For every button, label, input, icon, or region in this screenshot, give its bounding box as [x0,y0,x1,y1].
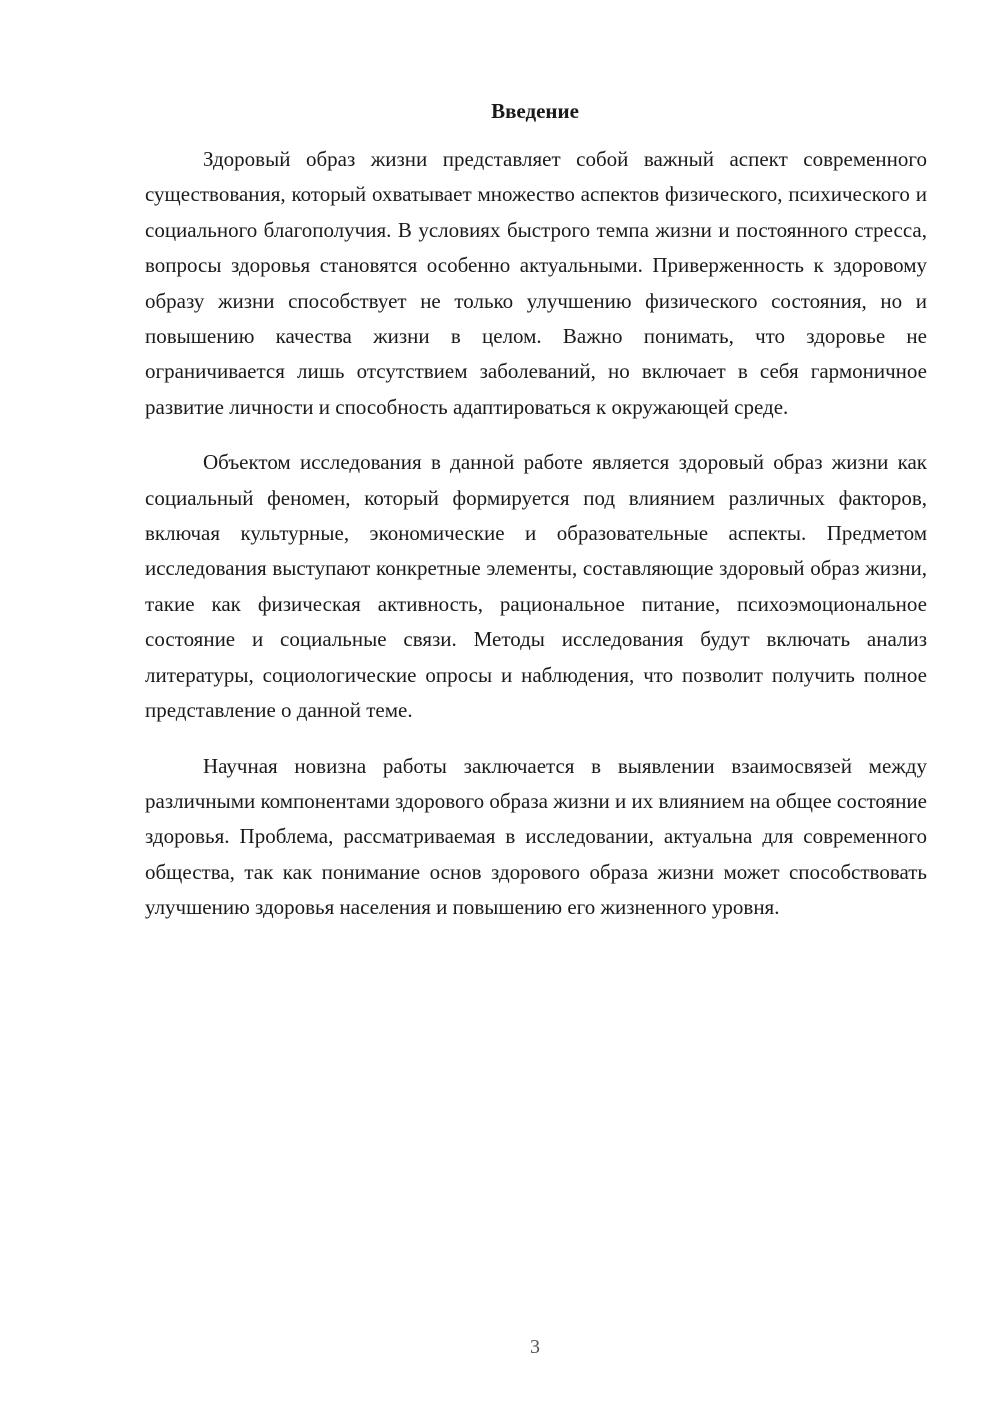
body-text [145,142,927,946]
paragraph-introduction: Здоровый образ жизни представляет собой важный аспект современного существования, который охватывает множество аспектов физического, психического и социального благополучия. В условиях быстрого темпа жизни и постоянного стресса, вопросы здоровья становятся особенно актуальными. Приверженность к здоровому образу жизни способствует не только улучшению физического состояния, но и повышению качества жизни в целом. Важно понимать, что здоровье не ограничивается лишь отсутствием заболеваний, но включает в себя гармоничное развитие личности и способность адаптироваться к окружающей среде. [145,147,927,419]
page-number: 3 [530,1336,540,1358]
section-heading: Введение [491,99,579,123]
paragraph-scientific-novelty: Научная новизна работы заключается в выявлении взаимосвязей между различными компонентами здорового образа жизни и их влиянием на общее состояние здоровья. Проблема, рассматриваемая в исследовании, актуальна для современного общества, так как понимание основ здорового образа жизни может способствовать улучшению здоровья населения и повышению его жизненного уровня. [145,753,927,920]
paragraph-object-of-study: Объектом исследования в данной работе является здоровый образ жизни как социальный феномен, который формируется под влиянием различных факторов, включая культурные, экономические и образовательные аспекты. Предметом исследования выступают конкретные элементы, составляющие здоровый образ жизни, такие как физическая активность, рациональное питание, психоэмоциональное состояние и социальные связи. Методы исследования будут включать анализ литературы, социологические опросы и наблюдения, что позволит получить полное представление о данной теме. [145,450,927,723]
